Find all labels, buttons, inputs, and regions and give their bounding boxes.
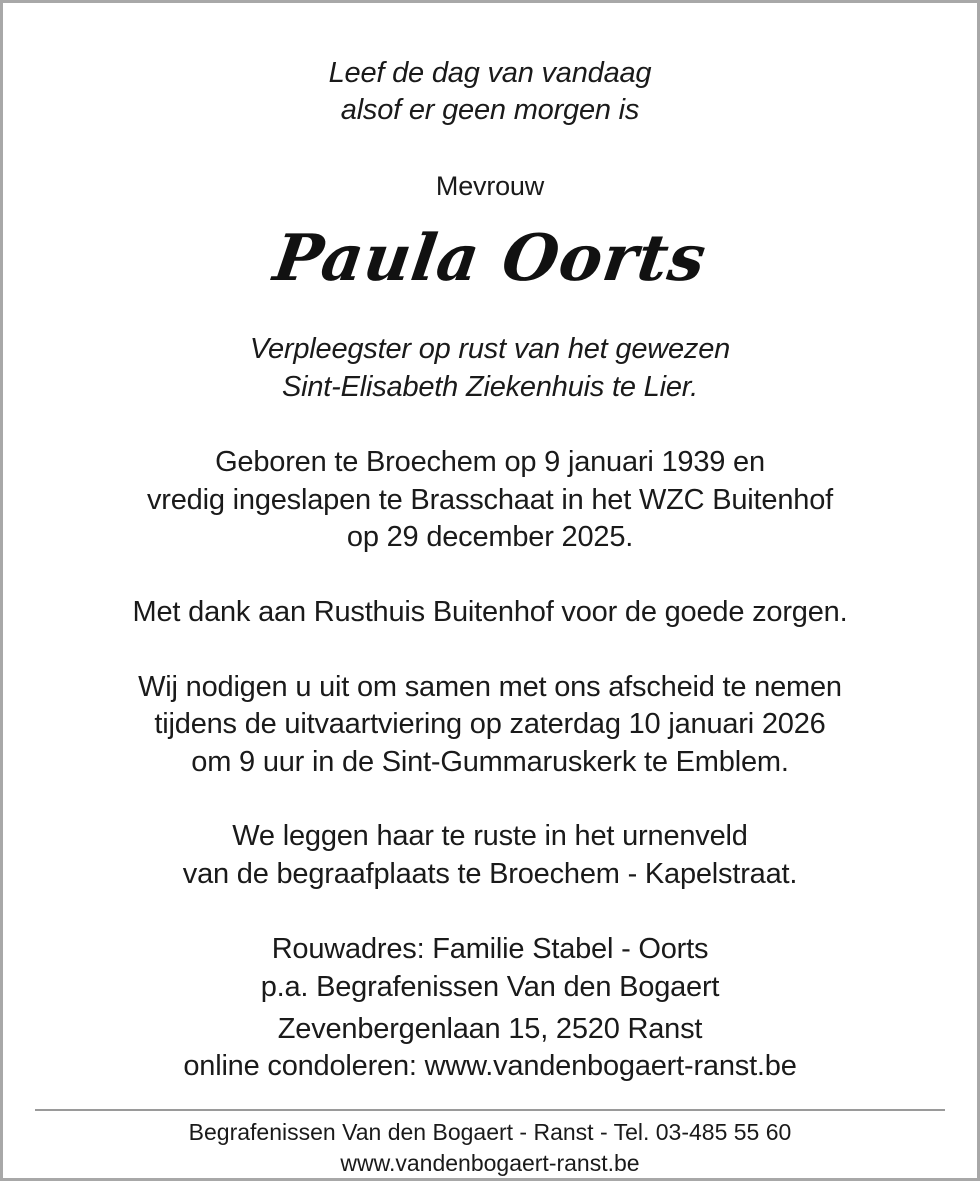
burial-line-2: van de begraafplaats te Broechem - Kapelstraat.: [182, 858, 798, 890]
address-line-1: Rouwadres: Familie Stabel - Oorts: [271, 933, 709, 965]
dates-line-1: Geboren te Broechem op 9 januari 1939 en: [215, 446, 765, 478]
footer-line-1: Begrafenissen Van den Bogaert - Ranst - Tel. 03-485 55 60: [188, 1119, 792, 1145]
address-line-2: p.a. Begrafenissen Van den Bogaert: [260, 971, 720, 1003]
burial-line-1: We leggen haar te ruste in het urnenveld: [232, 820, 748, 852]
occupation-line-2: Sint-Elisabeth Ziekenhuis te Lier.: [281, 371, 699, 403]
occupation-line-1: Verpleegster op rust van het gewezen: [249, 333, 731, 365]
thanks-line: Met dank aan Rusthuis Buitenhof voor de goede zorgen.: [132, 596, 848, 628]
address-line-4: online condoleren: www.vandenbogaert-ranst.be: [183, 1050, 797, 1082]
deceased-name: Paula Oorts: [269, 221, 711, 296]
funeral-line-1: Wij nodigen u uit om samen met ons afscheid te nemen: [138, 671, 842, 703]
funeral-line-3: om 9 uur in de Sint-Gummaruskerk te Emblem.: [191, 746, 789, 778]
dates-line-2: vredig ingeslapen te Brasschaat in het WZC Buitenhof: [147, 484, 833, 516]
footer-website: www.vandenbogaert-ranst.be: [340, 1150, 640, 1176]
footer-divider: [35, 1109, 945, 1111]
funeral-line-2: tijdens de uitvaartviering op zaterdag 10 januari 2026: [154, 708, 826, 740]
honorific-title: Mevrouw: [435, 171, 545, 201]
motto-line-1: Leef de dag van vandaag: [328, 57, 652, 89]
motto-line-2: alsof er geen morgen is: [340, 94, 640, 126]
dates-line-3: op 29 december 2025.: [346, 521, 634, 553]
address-line-3: Zevenbergenlaan 15, 2520 Ranst: [277, 1013, 703, 1045]
